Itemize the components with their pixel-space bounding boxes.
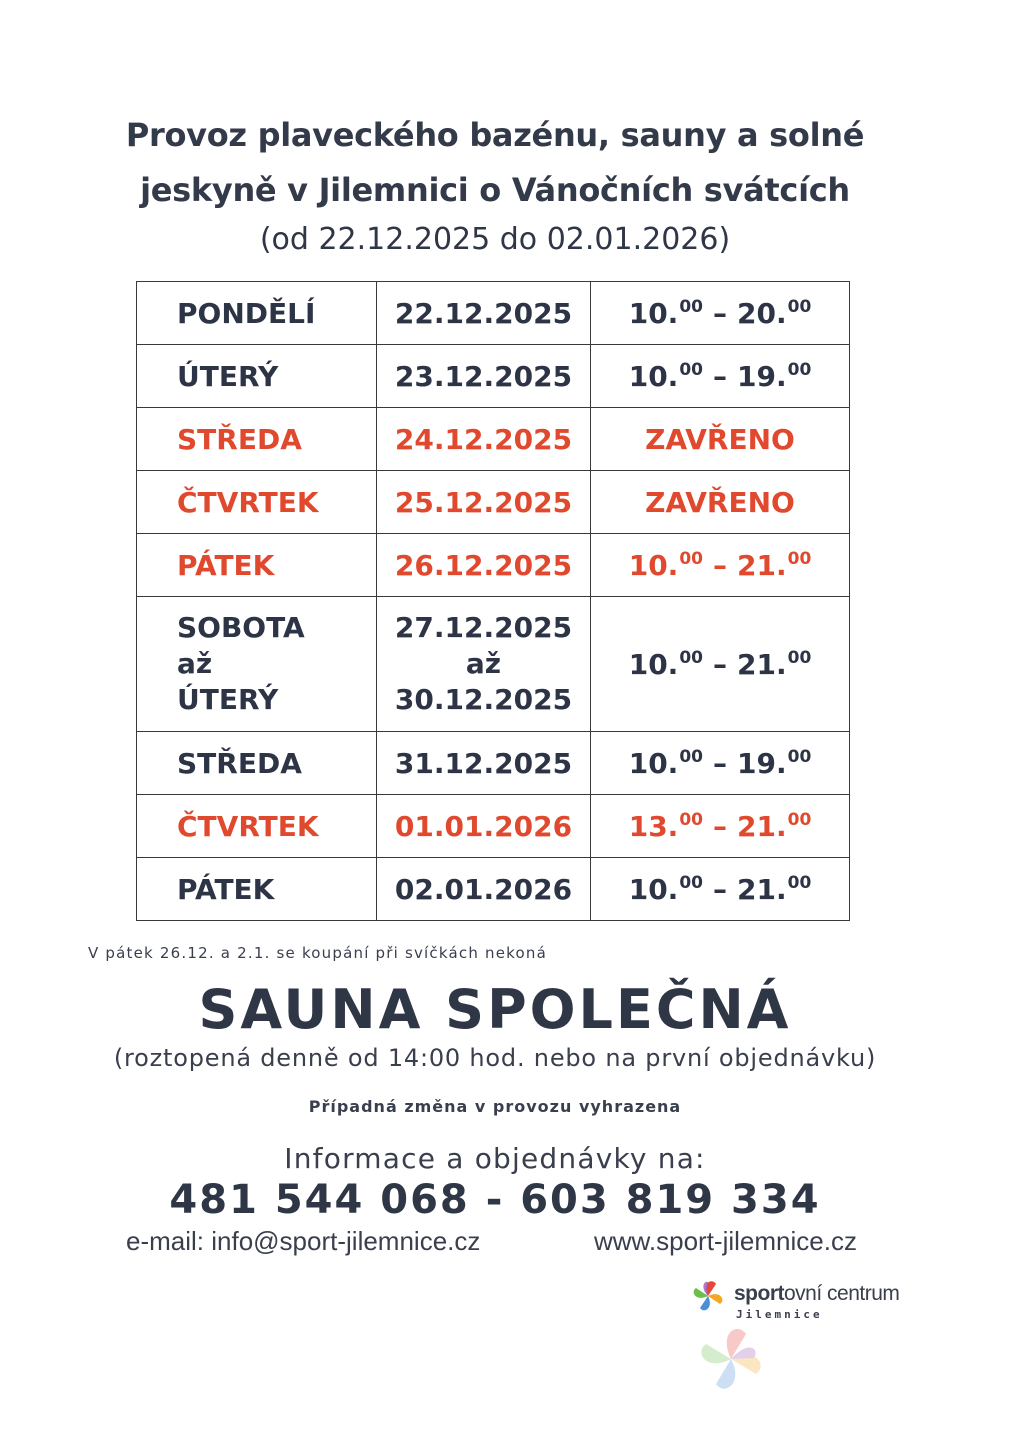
logo-town: Jilemnice <box>736 1308 823 1321</box>
schedule-row <box>137 795 850 858</box>
page-title <box>60 108 930 218</box>
schedule-day: ČTVRTEK <box>137 471 377 534</box>
schedule-row <box>137 858 850 921</box>
schedule-day: ČTVRTEK <box>137 795 377 858</box>
schedule-table <box>136 281 850 921</box>
schedule-date: 25.12.2025 <box>377 471 591 534</box>
schedule-closed: ZAVŘENO <box>591 471 850 534</box>
schedule-date: 23.12.2025 <box>377 345 591 408</box>
schedule-day: PÁTEK <box>137 534 377 597</box>
schedule-row <box>137 534 850 597</box>
schedule-date: 31.12.2025 <box>377 732 591 795</box>
pinwheel-logo-icon <box>686 1274 730 1318</box>
schedule-row <box>137 732 850 795</box>
period-subtitle: (od 22.12.2025 do 02.01.2026) <box>259 222 731 257</box>
info-label: Informace a objednávky na: <box>284 1142 706 1175</box>
candlelight-note: V pátek 26.12. a 2.1. se koupání při svíčkách nekoná <box>88 944 547 962</box>
title-line-2: jeskyně v Jilemnici o Vánočních svátcích <box>140 171 850 209</box>
schedule-date: 01.01.2026 <box>377 795 591 858</box>
schedule-hours: 10.00 – 19.00 <box>591 345 850 408</box>
schedule-date: 22.12.2025 <box>377 282 591 345</box>
schedule-hours: 10.00 – 21.00 <box>591 597 850 732</box>
schedule-date: 26.12.2025 <box>377 534 591 597</box>
schedule-hours: 13.00 – 21.00 <box>591 795 850 858</box>
pinwheel-watermark-icon <box>686 1314 776 1404</box>
schedule-date: 27.12.2025 až 30.12.2025 <box>377 597 591 732</box>
phone-numbers: 481 544 068 - 603 819 334 <box>169 1177 821 1223</box>
schedule-day: SOBOTA až ÚTERÝ <box>137 597 377 732</box>
schedule-row <box>137 282 850 345</box>
schedule-day: STŘEDA <box>137 732 377 795</box>
schedule-row <box>137 345 850 408</box>
schedule-row <box>137 597 850 732</box>
schedule-day: PÁTEK <box>137 858 377 921</box>
sauna-title: SAUNA SPOLEČNÁ <box>198 978 792 1041</box>
sauna-subtitle: (roztopená denně od 14:00 hod. nebo na první objednávku) <box>113 1044 877 1072</box>
schedule-date: 02.01.2026 <box>377 858 591 921</box>
schedule-hours: 10.00 – 21.00 <box>591 858 850 921</box>
schedule-row <box>137 471 850 534</box>
schedule-closed: ZAVŘENO <box>591 408 850 471</box>
website-link[interactable]: www.sport-jilemnice.cz <box>594 1226 857 1256</box>
schedule-hours: 10.00 – 20.00 <box>591 282 850 345</box>
change-notice: Případná změna v provozu vyhrazena <box>308 1097 682 1116</box>
title-line-1: Provoz plaveckého bazénu, sauny a solné <box>125 116 865 154</box>
schedule-hours: 10.00 – 21.00 <box>591 534 850 597</box>
logo-wordmark: sportovní centrum <box>734 1282 900 1305</box>
schedule-row <box>137 408 850 471</box>
sport-centre-logo <box>686 1274 916 1404</box>
schedule-date: 24.12.2025 <box>377 408 591 471</box>
schedule-day: STŘEDA <box>137 408 377 471</box>
schedule-day: ÚTERÝ <box>137 345 377 408</box>
email-link[interactable]: e-mail: info@sport-jilemnice.cz <box>126 1226 481 1256</box>
schedule-hours: 10.00 – 19.00 <box>591 732 850 795</box>
schedule-day: PONDĚLÍ <box>137 282 377 345</box>
